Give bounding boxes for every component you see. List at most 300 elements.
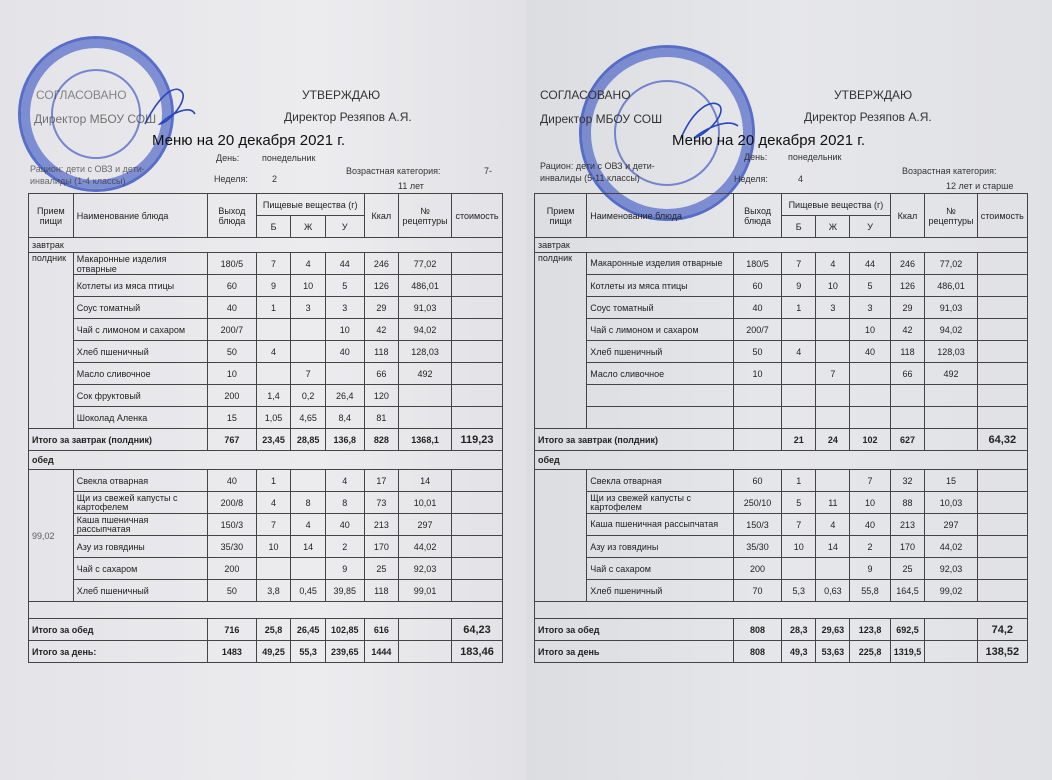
dish-recipe: 128,03 bbox=[925, 341, 977, 363]
dish-b: 1,05 bbox=[256, 407, 291, 429]
dish-b: 4 bbox=[256, 341, 291, 363]
dish-zh: 14 bbox=[816, 536, 850, 558]
header-nutrients: Пищевые вещества (г) bbox=[256, 194, 364, 216]
total-kcal: 627 bbox=[890, 429, 925, 451]
dish-zh bbox=[816, 407, 850, 429]
dish-yield: 70 bbox=[733, 580, 781, 602]
table-row bbox=[29, 297, 503, 319]
table-row bbox=[535, 385, 1028, 407]
total-b: 21 bbox=[782, 429, 816, 451]
dish-name: Азу из говядины bbox=[587, 536, 734, 558]
total-kcal: 616 bbox=[364, 619, 399, 641]
dish-name: Хлеб пшеничный bbox=[73, 580, 207, 602]
dish-name: Свекла отварная bbox=[73, 470, 207, 492]
agreed-director: Директор МБОУ СОШ bbox=[34, 112, 157, 126]
total-cost: 74,2 bbox=[977, 619, 1027, 641]
dish-cost bbox=[977, 407, 1027, 429]
table-row bbox=[29, 492, 503, 514]
dish-zh bbox=[291, 470, 326, 492]
dish-cost bbox=[452, 385, 503, 407]
dish-recipe bbox=[399, 407, 452, 429]
total-recipe bbox=[925, 641, 977, 663]
dish-name: Чай с сахаром bbox=[73, 558, 207, 580]
dish-b: 4 bbox=[782, 341, 816, 363]
header-name: Наименование блюда bbox=[73, 194, 207, 238]
table-row bbox=[535, 580, 1028, 602]
dish-u: 26,4 bbox=[325, 385, 364, 407]
dish-u: 40 bbox=[325, 341, 364, 363]
dish-b: 3,8 bbox=[256, 580, 291, 602]
dish-name: Чай с сахаром bbox=[587, 558, 734, 580]
dish-u: 8,4 bbox=[325, 407, 364, 429]
total-b: 23,45 bbox=[256, 429, 291, 451]
dish-u bbox=[325, 363, 364, 385]
total-recipe: 1368,1 bbox=[399, 429, 452, 451]
dish-u: 3 bbox=[850, 297, 890, 319]
dish-b bbox=[782, 558, 816, 580]
dish-u bbox=[850, 385, 890, 407]
approve-label: УТВЕРЖДАЮ bbox=[834, 88, 913, 102]
total-yield: 767 bbox=[207, 429, 256, 451]
total-recipe bbox=[399, 619, 452, 641]
table-row bbox=[29, 319, 503, 341]
dish-recipe bbox=[925, 407, 977, 429]
dish-name: Щи из свежей капусты с картофелем bbox=[73, 492, 207, 514]
table-row bbox=[535, 341, 1028, 363]
dish-yield: 150/3 bbox=[733, 514, 781, 536]
dish-name: Азу из говядины bbox=[73, 536, 207, 558]
age-label: Возрастная категория: bbox=[902, 166, 997, 176]
week-label: Неделя: bbox=[734, 174, 768, 184]
total-zh: 53,63 bbox=[816, 641, 850, 663]
table-row bbox=[29, 341, 503, 363]
dish-name: Свекла отварная bbox=[587, 470, 734, 492]
dish-recipe: 92,03 bbox=[925, 558, 977, 580]
dish-u: 8 bbox=[325, 492, 364, 514]
dish-zh: 4 bbox=[291, 514, 326, 536]
dish-kcal: 81 bbox=[364, 407, 399, 429]
dish-b bbox=[782, 319, 816, 341]
dish-yield: 200/7 bbox=[207, 319, 256, 341]
dish-kcal bbox=[890, 407, 925, 429]
table-row bbox=[535, 297, 1028, 319]
header-kcal: Ккал bbox=[364, 194, 399, 238]
dish-zh: 7 bbox=[816, 363, 850, 385]
page-title: Меню на 20 декабря 2021 г. bbox=[672, 132, 866, 149]
dish-name: Котлеты из мяса птицы bbox=[73, 275, 207, 297]
dish-b: 7 bbox=[256, 514, 291, 536]
dish-u: 40 bbox=[850, 514, 890, 536]
total-label: Итого за обед bbox=[29, 619, 208, 641]
dish-zh: 4 bbox=[291, 253, 326, 275]
dish-name: Чай с лимоном и сахаром bbox=[587, 319, 734, 341]
dish-cost bbox=[977, 253, 1027, 275]
lunch-label: обед bbox=[535, 451, 1028, 470]
dish-kcal: 170 bbox=[364, 536, 399, 558]
total-label: Итого за обед bbox=[535, 619, 734, 641]
dish-u bbox=[850, 407, 890, 429]
dish-u: 55,8 bbox=[850, 580, 890, 602]
dish-zh: 10 bbox=[816, 275, 850, 297]
total-yield: 716 bbox=[207, 619, 256, 641]
dish-yield: 200 bbox=[207, 385, 256, 407]
dish-b: 7 bbox=[782, 253, 816, 275]
dish-recipe bbox=[925, 385, 977, 407]
dish-name: Макаронные изделия отварные bbox=[73, 253, 207, 275]
dish-kcal: 213 bbox=[364, 514, 399, 536]
dish-kcal: 66 bbox=[364, 363, 399, 385]
dish-cost bbox=[977, 319, 1027, 341]
age-value-1: 7- bbox=[484, 166, 493, 176]
table-row bbox=[29, 536, 503, 558]
breakfast-total-row bbox=[535, 429, 1028, 451]
dish-yield: 10 bbox=[207, 363, 256, 385]
table-row bbox=[29, 470, 503, 492]
dish-recipe: 492 bbox=[399, 363, 452, 385]
dish-cost bbox=[452, 514, 503, 536]
dish-cost bbox=[977, 470, 1027, 492]
total-kcal: 1319,5 bbox=[890, 641, 925, 663]
dish-name: Сок фруктовый bbox=[73, 385, 207, 407]
dish-yield: 40 bbox=[207, 297, 256, 319]
total-u: 123,8 bbox=[850, 619, 890, 641]
ration-label: Рацион: дети с ОВЗ и дети-инвалиды (1-4 классы) bbox=[30, 164, 145, 186]
dish-cost bbox=[977, 385, 1027, 407]
dish-cost bbox=[977, 580, 1027, 602]
dish-recipe: 77,02 bbox=[925, 253, 977, 275]
total-zh: 29,63 bbox=[816, 619, 850, 641]
dish-recipe: 486,01 bbox=[399, 275, 452, 297]
dish-u: 39,85 bbox=[325, 580, 364, 602]
dish-b bbox=[256, 363, 291, 385]
dish-yield: 50 bbox=[733, 341, 781, 363]
header-cost: стоимость bbox=[977, 194, 1027, 238]
total-label: Итого за завтрак (полдник) bbox=[29, 429, 208, 451]
breakfast-total-row bbox=[29, 429, 503, 451]
dish-cost bbox=[452, 297, 503, 319]
total-label: Итого за завтрак (полдник) bbox=[535, 429, 734, 451]
dish-u: 5 bbox=[325, 275, 364, 297]
dish-name: Котлеты из мяса птицы bbox=[587, 275, 734, 297]
day-total-row bbox=[535, 641, 1028, 663]
lunch-total-row bbox=[29, 619, 503, 641]
dish-b: 9 bbox=[256, 275, 291, 297]
dish-recipe: 44,02 bbox=[399, 536, 452, 558]
dish-zh: 11 bbox=[816, 492, 850, 514]
total-kcal: 1444 bbox=[364, 641, 399, 663]
day-total-row bbox=[29, 641, 503, 663]
total-recipe bbox=[925, 619, 977, 641]
table-row bbox=[535, 275, 1028, 297]
dish-b: 4 bbox=[256, 492, 291, 514]
dish-b: 1 bbox=[782, 297, 816, 319]
dish-recipe: 10,03 bbox=[925, 492, 977, 514]
dish-yield: 50 bbox=[207, 580, 256, 602]
dish-kcal: 42 bbox=[890, 319, 925, 341]
director-name: Директор Резяпов А.Я. bbox=[284, 110, 412, 124]
dish-yield: 200 bbox=[733, 558, 781, 580]
dish-zh: 4,65 bbox=[291, 407, 326, 429]
total-cost: 64,32 bbox=[977, 429, 1027, 451]
total-cost: 183,46 bbox=[452, 641, 503, 663]
dish-cost bbox=[977, 297, 1027, 319]
table-row bbox=[29, 253, 503, 275]
dish-kcal: 25 bbox=[364, 558, 399, 580]
dish-b bbox=[782, 407, 816, 429]
table-row bbox=[535, 319, 1028, 341]
dish-zh: 3 bbox=[291, 297, 326, 319]
dish-kcal: 29 bbox=[364, 297, 399, 319]
total-b: 49,25 bbox=[256, 641, 291, 663]
dish-name: Щи из свежей капусты с картофелем bbox=[587, 492, 734, 514]
dish-u: 2 bbox=[850, 536, 890, 558]
table-row bbox=[29, 385, 503, 407]
total-yield: 808 bbox=[733, 619, 781, 641]
dish-b bbox=[782, 385, 816, 407]
dish-zh bbox=[291, 341, 326, 363]
dish-b: 1,4 bbox=[256, 385, 291, 407]
day-label: День: bbox=[744, 152, 768, 162]
dish-recipe: 10,01 bbox=[399, 492, 452, 514]
dish-name bbox=[587, 385, 734, 407]
dish-b bbox=[256, 319, 291, 341]
total-u: 225,8 bbox=[850, 641, 890, 663]
dish-yield: 35/30 bbox=[733, 536, 781, 558]
dish-yield: 200/7 bbox=[733, 319, 781, 341]
dish-kcal: 118 bbox=[890, 341, 925, 363]
total-cost: 119,23 bbox=[452, 429, 503, 451]
dish-recipe: 77,02 bbox=[399, 253, 452, 275]
dish-u: 5 bbox=[850, 275, 890, 297]
director-name: Директор Резяпов А.Я. bbox=[804, 110, 932, 124]
dish-kcal: 88 bbox=[890, 492, 925, 514]
agreed-label: СОГЛАСОВАНО bbox=[540, 88, 631, 102]
age-value-2: 11 лет bbox=[398, 181, 424, 191]
dish-yield: 200/8 bbox=[207, 492, 256, 514]
dish-b: 5,3 bbox=[782, 580, 816, 602]
dish-kcal: 29 bbox=[890, 297, 925, 319]
total-b: 25,8 bbox=[256, 619, 291, 641]
dish-kcal: 25 bbox=[890, 558, 925, 580]
day-value: понедельник bbox=[262, 153, 316, 163]
week-value: 2 bbox=[272, 174, 278, 184]
total-zh: 24 bbox=[816, 429, 850, 451]
dish-zh: 0,45 bbox=[291, 580, 326, 602]
dish-zh: 0,2 bbox=[291, 385, 326, 407]
header-meal: Прием пищи bbox=[29, 194, 74, 238]
total-label: Итого за день: bbox=[29, 641, 208, 663]
dish-name: Хлеб пшеничный bbox=[587, 341, 734, 363]
header-b: Б bbox=[256, 216, 291, 238]
total-zh: 28,85 bbox=[291, 429, 326, 451]
dish-yield: 10 bbox=[733, 363, 781, 385]
dish-yield: 40 bbox=[207, 470, 256, 492]
dish-name: Соус томатный bbox=[73, 297, 207, 319]
table-row bbox=[29, 363, 503, 385]
dish-name: Макаронные изделия отварные bbox=[587, 253, 734, 275]
table-row bbox=[535, 363, 1028, 385]
day-value: понедельник bbox=[788, 152, 842, 162]
dish-zh bbox=[291, 319, 326, 341]
dish-u bbox=[850, 363, 890, 385]
dish-yield: 180/5 bbox=[733, 253, 781, 275]
dish-b: 1 bbox=[256, 297, 291, 319]
header-u: У bbox=[850, 216, 890, 238]
dish-kcal: 73 bbox=[364, 492, 399, 514]
dish-recipe: 128,03 bbox=[399, 341, 452, 363]
dish-cost bbox=[452, 536, 503, 558]
dish-cost bbox=[452, 253, 503, 275]
dish-name: Масло сливочное bbox=[587, 363, 734, 385]
dish-recipe: 14 bbox=[399, 470, 452, 492]
dish-recipe bbox=[399, 385, 452, 407]
dish-yield: 180/5 bbox=[207, 253, 256, 275]
dish-name: Чай с лимоном и сахаром bbox=[73, 319, 207, 341]
dish-yield bbox=[733, 407, 781, 429]
dish-recipe: 91,03 bbox=[925, 297, 977, 319]
dish-recipe: 492 bbox=[925, 363, 977, 385]
dish-kcal: 42 bbox=[364, 319, 399, 341]
dish-kcal: 246 bbox=[364, 253, 399, 275]
dish-zh: 4 bbox=[816, 514, 850, 536]
empty-row bbox=[535, 602, 1028, 619]
dish-cost bbox=[452, 363, 503, 385]
signature bbox=[140, 84, 200, 134]
menu-table bbox=[28, 193, 503, 663]
dish-zh bbox=[816, 341, 850, 363]
dish-u: 44 bbox=[850, 253, 890, 275]
ration-label: Рацион: дети с ОВЗ и дети-инвалиды (5-11 классы) bbox=[540, 161, 655, 183]
dish-cost bbox=[977, 514, 1027, 536]
dish-name: Каша пшеничная рассыпчатая bbox=[73, 514, 207, 536]
table-row bbox=[535, 492, 1028, 514]
total-zh: 26,45 bbox=[291, 619, 326, 641]
dish-zh: 7 bbox=[291, 363, 326, 385]
header-yield: Выход блюда bbox=[207, 194, 256, 238]
dish-kcal: 170 bbox=[890, 536, 925, 558]
table-row bbox=[29, 275, 503, 297]
agreed-director: Директор МБОУ СОШ bbox=[540, 112, 663, 126]
dish-b: 7 bbox=[256, 253, 291, 275]
dish-recipe: 92,03 bbox=[399, 558, 452, 580]
dish-kcal: 120 bbox=[364, 385, 399, 407]
dish-cost bbox=[452, 341, 503, 363]
dish-b: 10 bbox=[782, 536, 816, 558]
dish-u: 7 bbox=[850, 470, 890, 492]
dish-b: 10 bbox=[256, 536, 291, 558]
dish-cost bbox=[977, 275, 1027, 297]
dish-kcal bbox=[890, 385, 925, 407]
dish-u: 10 bbox=[850, 492, 890, 514]
dish-zh bbox=[291, 558, 326, 580]
header-nutrients: Пищевые вещества (г) bbox=[782, 194, 891, 216]
dish-kcal: 32 bbox=[890, 470, 925, 492]
dish-recipe: 15 bbox=[925, 470, 977, 492]
dish-yield: 60 bbox=[733, 275, 781, 297]
dish-cost bbox=[452, 470, 503, 492]
dish-kcal: 118 bbox=[364, 580, 399, 602]
dish-u: 3 bbox=[325, 297, 364, 319]
dish-cost bbox=[977, 363, 1027, 385]
dish-u: 9 bbox=[850, 558, 890, 580]
total-kcal: 828 bbox=[364, 429, 399, 451]
right-menu-page bbox=[526, 0, 1052, 780]
total-cost: 64,23 bbox=[452, 619, 503, 641]
dish-kcal: 66 bbox=[890, 363, 925, 385]
dish-b bbox=[782, 363, 816, 385]
dish-u: 10 bbox=[325, 319, 364, 341]
dish-cost bbox=[452, 407, 503, 429]
dish-u: 40 bbox=[325, 514, 364, 536]
table-row bbox=[535, 514, 1028, 536]
table-row bbox=[535, 253, 1028, 275]
header-u: У bbox=[325, 216, 364, 238]
dish-kcal: 118 bbox=[364, 341, 399, 363]
dish-u: 44 bbox=[325, 253, 364, 275]
total-u: 102,85 bbox=[325, 619, 364, 641]
lunch-meal-cell bbox=[535, 470, 587, 602]
dish-cost bbox=[977, 341, 1027, 363]
dish-u: 2 bbox=[325, 536, 364, 558]
dish-kcal: 126 bbox=[890, 275, 925, 297]
header-cost: стоимость bbox=[452, 194, 503, 238]
dish-yield: 200 bbox=[207, 558, 256, 580]
dish-name: Хлеб пшеничный bbox=[587, 580, 734, 602]
dish-cost bbox=[452, 580, 503, 602]
dish-zh bbox=[816, 385, 850, 407]
dish-name: Каша пшеничная рассыпчатая bbox=[587, 514, 734, 536]
dish-yield: 15 bbox=[207, 407, 256, 429]
page-title: Меню на 20 декабря 2021 г. bbox=[152, 132, 346, 149]
dish-recipe: 44,02 bbox=[925, 536, 977, 558]
dish-recipe: 94,02 bbox=[925, 319, 977, 341]
dish-yield: 60 bbox=[207, 275, 256, 297]
dish-b: 1 bbox=[782, 470, 816, 492]
age-value: 12 лет и старше bbox=[946, 181, 1014, 191]
dish-recipe: 99,02 bbox=[925, 580, 977, 602]
dish-b: 9 bbox=[782, 275, 816, 297]
dish-kcal: 17 bbox=[364, 470, 399, 492]
total-u: 136,8 bbox=[325, 429, 364, 451]
total-recipe bbox=[925, 429, 977, 451]
total-kcal: 692,5 bbox=[890, 619, 925, 641]
dish-kcal: 246 bbox=[890, 253, 925, 275]
snack-label: полдник bbox=[29, 253, 74, 429]
dish-zh bbox=[816, 558, 850, 580]
header-recipe: № рецептуры bbox=[925, 194, 977, 238]
dish-b: 7 bbox=[782, 514, 816, 536]
dish-u: 40 bbox=[850, 341, 890, 363]
dish-recipe: 91,03 bbox=[399, 297, 452, 319]
dish-zh: 14 bbox=[291, 536, 326, 558]
breakfast-label: завтрак bbox=[29, 238, 503, 253]
dish-zh: 3 bbox=[816, 297, 850, 319]
dish-u: 10 bbox=[850, 319, 890, 341]
dish-b bbox=[256, 558, 291, 580]
dish-zh bbox=[816, 319, 850, 341]
dish-yield: 40 bbox=[733, 297, 781, 319]
dish-yield: 50 bbox=[207, 341, 256, 363]
dish-cost bbox=[452, 492, 503, 514]
lunch-label: обед bbox=[29, 451, 503, 470]
dish-name: Соус томатный bbox=[587, 297, 734, 319]
empty-row bbox=[29, 602, 503, 619]
table-row bbox=[29, 580, 503, 602]
dish-zh: 8 bbox=[291, 492, 326, 514]
day-label: День: bbox=[216, 153, 240, 163]
header-recipe: № рецептуры bbox=[399, 194, 452, 238]
total-cost: 138,52 bbox=[977, 641, 1027, 663]
